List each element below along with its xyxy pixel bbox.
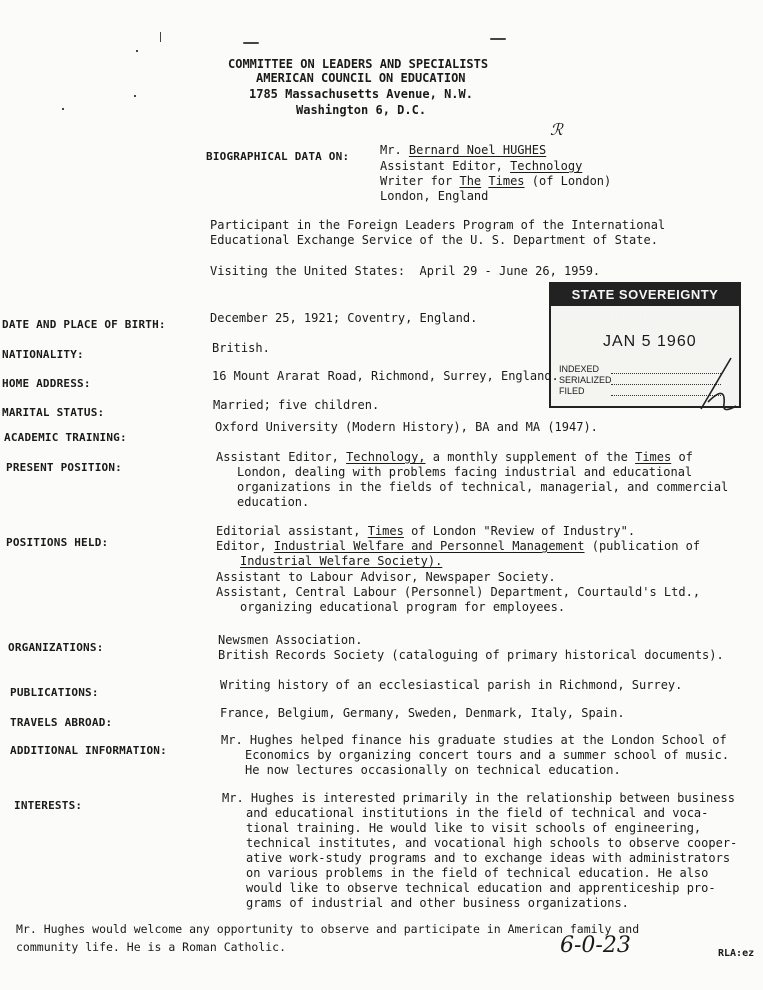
bio-label: BIOGRAPHICAL DATA ON: [206,150,350,163]
positions-held-line-4: Assistant to Labour Advisor, Newspaper Society. [216,570,556,584]
address-value: 16 Mount Ararat Road, Richmond, Surrey, England. [212,369,559,383]
handwritten-file-number: 6-0-23 [560,933,631,958]
positions-held-line-6: organizing educational program for employees. [240,600,566,614]
program-line-1: Participant in the Foreign Leaders Program of the International [210,218,666,232]
program-line-2: Educational Exchange Service of the U. S. Department of State. [210,233,658,247]
header-line-3: 1785 Massachusetts Avenue, N.W. [249,87,473,101]
organizations-line-2: British Records Society (cataloguing of primary historical documents). [218,648,724,662]
bio-location: London, England [380,189,489,203]
travels-label: TRAVELS ABROAD: [10,716,113,729]
interests-line-7: would like to observe technical education and apprenticeship pro- [246,881,716,895]
address-label: HOME ADDRESS: [2,377,91,390]
birth-value: December 25, 1921; Coventry, England. [210,311,478,325]
interests-line-2: and educational institutions in the field of technical and voca- [246,806,709,820]
interests-line-3: tional training. He would like to visit schools of engineering, [246,821,702,835]
positions-held-line-5: Assistant, Central Labour (Personnel) Department, Courtauld's Ltd., [216,585,701,599]
publications-label: PUBLICATIONS: [10,686,99,699]
interests-line-4: technical institutes, and vocational high schools to observe cooper- [246,836,738,850]
stray-mark [160,32,161,42]
present-position-line-1: Assistant Editor, Technology, a monthly supplement of the Times of [216,450,693,464]
interests-label: INTERESTS: [14,799,83,812]
academic-label: ACADEMIC TRAINING: [4,431,127,444]
interests-line-6: on various problems in the field of technical education. He also [246,866,709,880]
stamp-serialized: SERIALIZED [559,375,612,385]
header-line-2: AMERICAN COUNCIL ON EDUCATION [256,71,466,85]
bio-title-line: Assistant Editor, Technology [380,159,583,173]
header-line-1: COMMITTEE ON LEADERS AND SPECIALISTS [228,57,489,71]
additional-info-line-3: He now lectures occasionally on technical education. [245,763,621,777]
subject-name: Bernard Noel HUGHES [408,143,547,157]
stamp-indexed: INDEXED [559,364,600,374]
stray-mark [134,95,136,97]
positions-held-line-1: Editorial assistant, Times of London "Review of Industry". [216,524,636,538]
stamp-signature [696,364,763,424]
bio-name-line [380,143,546,158]
handwritten-check-mark: ℛ [550,120,563,139]
closing-line-2: community life. He is a Roman Catholic. [16,940,287,954]
positions-held-label: POSITIONS HELD: [6,536,109,549]
stamp-title: STATE SOVEREIGNTY COMMISSION [551,284,739,306]
header-line-4: Washington 6, D.C. [296,103,427,117]
academic-value: Oxford University (Modern History), BA and MA (1947). [215,420,598,434]
stray-mark [136,50,138,52]
stamp-date: JAN 5 1960 [603,333,697,350]
positions-held-line-3: Industrial Welfare Society). [240,554,443,568]
stray-mark [243,42,259,44]
organizations-label: ORGANIZATIONS: [8,641,104,654]
organizations-line-1: Newsmen Association. [218,633,363,647]
positions-held-line-2: Editor, Industrial Welfare and Personnel Management (publication of [216,539,701,553]
birth-label: DATE AND PLACE OF BIRTH: [2,318,166,331]
additional-info-line-1: Mr. Hughes helped finance his graduate studies at the London School of [221,733,727,747]
bio-writer-line: Writer for The Times (of London) [380,174,612,188]
stray-mark [62,108,64,110]
interests-line-8: grams of industrial and other business organizations. [246,896,629,910]
additional-info-label: ADDITIONAL INFORMATION: [10,744,167,757]
nationality-value: British. [212,341,270,355]
present-position-line-2: London, dealing with problems facing industrial and educational [237,465,693,479]
present-position-label: PRESENT POSITION: [6,461,122,474]
commission-stamp [549,282,741,408]
stamp-filed: FILED [559,386,585,396]
nationality-label: NATIONALITY: [2,348,84,361]
marital-label: MARITAL STATUS: [2,406,105,419]
name-prefix: Mr. [380,143,402,157]
closing-line-1: Mr. Hughes would welcome any opportunity to observe and participate in American family and [16,922,640,936]
interests-line-5: ative work-study programs and to exchange ideas with administrators [246,851,731,865]
interests-line-1: Mr. Hughes is interested primarily in the relationship between business [222,791,735,805]
present-position-line-4: education. [237,495,310,509]
travels-value: France, Belgium, Germany, Sweden, Denmark, Italy, Spain. [220,706,625,720]
present-position-line-3: organizations in the fields of technical, managerial, and commercial [237,480,729,494]
stray-mark [490,38,506,40]
publications-value: Writing history of an ecclesiastical parish in Richmond, Surrey. [220,678,683,692]
visit-line: Visiting the United States: April 29 - June 26, 1959. [210,264,601,278]
typist-initials: RLA:ez [718,948,755,959]
additional-info-line-2: Economics by organizing concert tours and a summer school of music. [245,748,730,762]
marital-value: Married; five children. [213,398,380,412]
